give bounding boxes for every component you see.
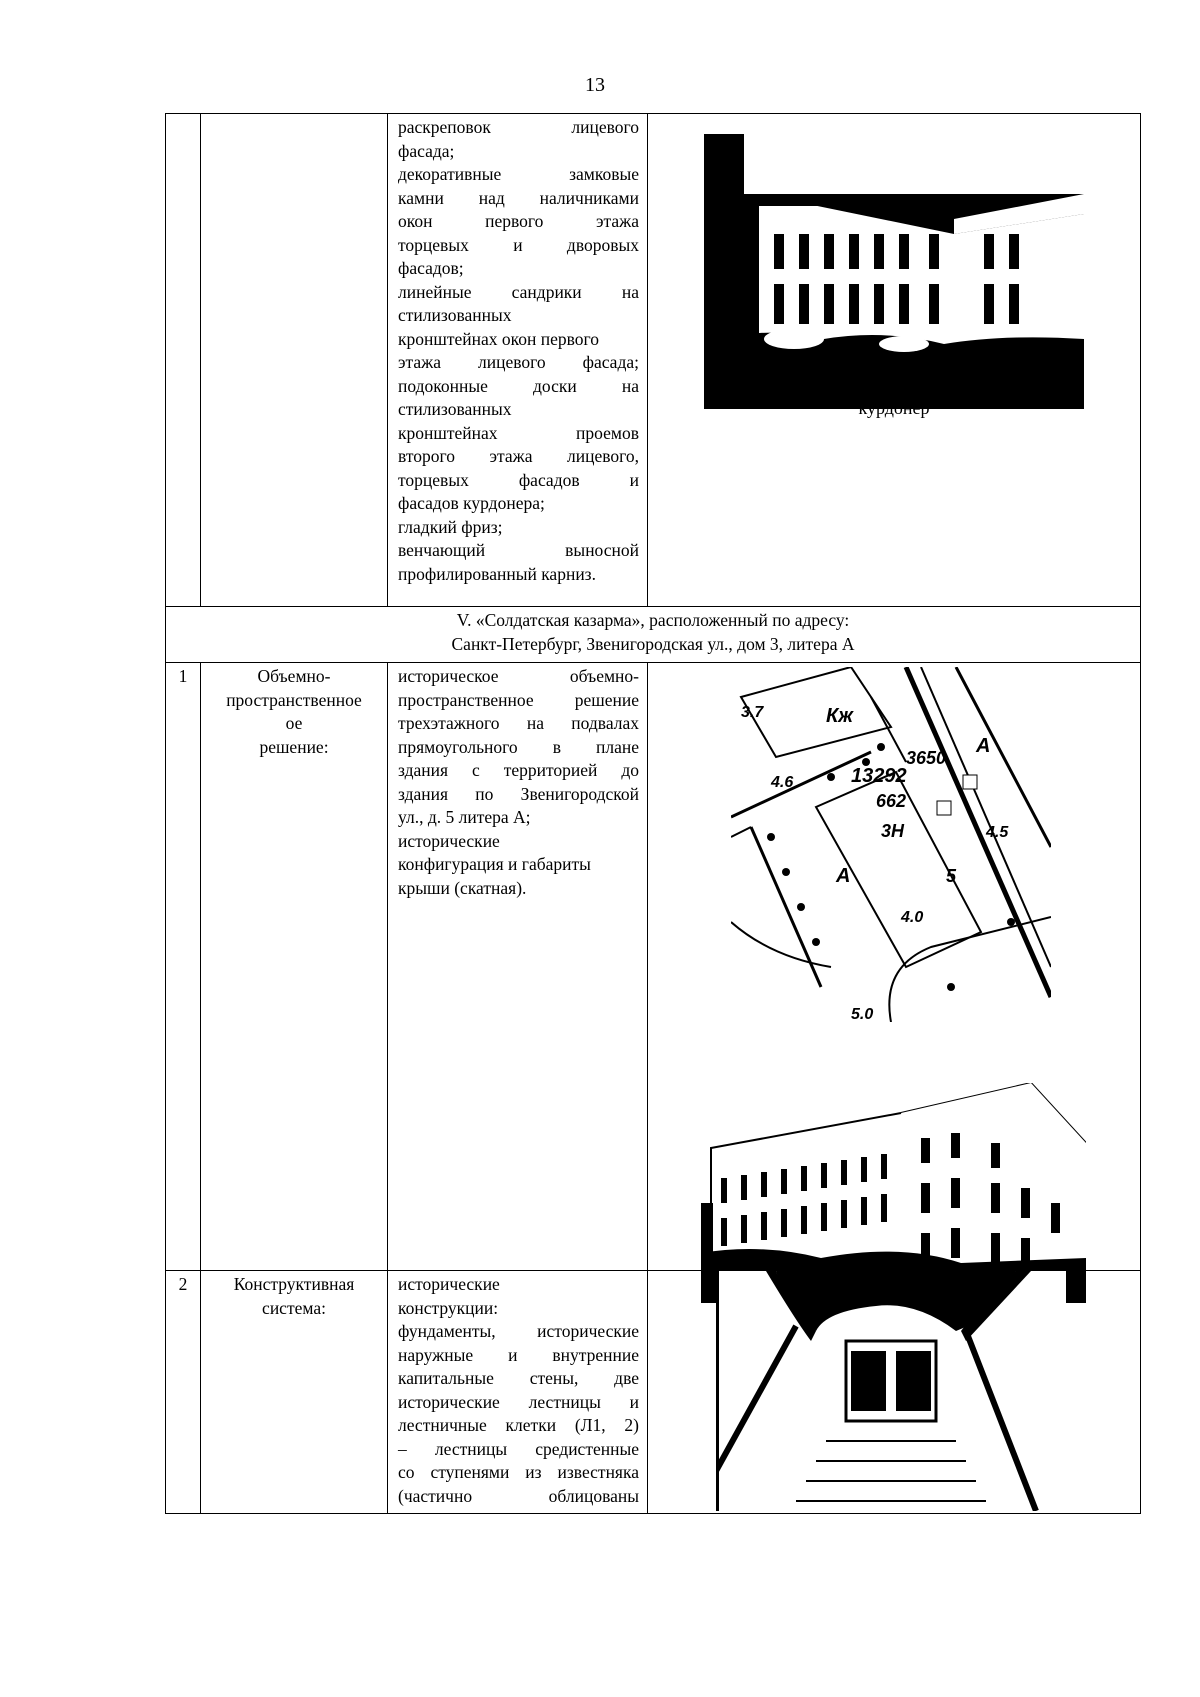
desc-line: подоконные доски на (398, 375, 639, 396)
element-line: ое (285, 713, 303, 733)
desc-line: профилированный карниз. (398, 563, 596, 584)
desc-line: стилизованных (398, 399, 512, 419)
desc-line: капитальные стены, две (398, 1368, 639, 1388)
cell-images (648, 663, 1141, 1271)
desc-line: камни над наличниками (398, 187, 639, 208)
monument-table (165, 113, 1141, 1514)
desc-line: фасадов курдонера; (398, 493, 545, 513)
desc-line: пространственное решение (398, 689, 639, 710)
cell-number (166, 114, 201, 607)
desc-line: конструкции: (398, 1297, 499, 1318)
desc-line: конфигурация и габариты (398, 854, 591, 874)
element-line: решение: (259, 736, 329, 757)
table-row-continued (166, 114, 1141, 607)
desc-line: фасадов; (398, 258, 464, 278)
element-line: Конструктивная (233, 1274, 355, 1294)
element-line: Объемно- (257, 666, 331, 686)
page-number: 13 (585, 74, 605, 96)
map-label: 3.7 (741, 704, 764, 721)
cell-element (201, 114, 388, 607)
section-header-row (166, 607, 1141, 663)
map-label: А (976, 735, 991, 757)
cell-element (201, 1271, 388, 1514)
map-label: 5.0 (851, 1006, 874, 1022)
desc-line: венчающий выносной (398, 540, 639, 560)
desc-line: крыши (скатная). (398, 877, 527, 898)
desc-line: исторические (398, 1274, 500, 1294)
map-label: А (836, 865, 851, 887)
desc-line: раскреповок лицевого (398, 117, 639, 137)
desc-line: трехэтажного на подвалах (398, 713, 639, 733)
courtyard-photo (704, 134, 1084, 409)
desc-line: стилизованных (398, 305, 512, 325)
cell-description (388, 1271, 648, 1514)
desc-line: этажа лицевого фасада; (398, 352, 639, 372)
section-line-1: V. «Солдатская казарма», расположенный по адресу: (456, 610, 850, 630)
table-row (166, 1271, 1141, 1514)
element-line: пространственное (226, 689, 362, 710)
cell-photo (648, 1271, 1141, 1514)
desc-line: торцевых и дворовых (398, 234, 639, 255)
table-row (166, 663, 1141, 1271)
desc-line: кронштейнах проемов (398, 422, 639, 443)
section-line-2: Санкт-Петербург, Звенигородская ул., дом 3, литера А (451, 633, 855, 654)
desc-line: историческое объемно- (398, 666, 639, 686)
desc-line: (частично облицованы (398, 1485, 639, 1506)
element-line: система: (262, 1297, 326, 1318)
desc-line: ул., д. 5 литера А; (398, 807, 531, 827)
map-label: 13292 (851, 765, 907, 787)
section-title (166, 607, 1141, 663)
row-number: 2 (166, 1271, 201, 1514)
cell-photo (648, 114, 1141, 607)
map-label: 4.0 (901, 909, 924, 926)
cell-element (201, 663, 388, 1271)
row-number: 1 (166, 663, 201, 1271)
desc-line: фасада; (398, 140, 455, 161)
desc-line: второго этажа лицевого, (398, 446, 639, 466)
staircase-photo (716, 1271, 1066, 1511)
desc-line: лестничные клетки (Л1, 2) (398, 1415, 639, 1435)
map-label: 662 (876, 791, 907, 811)
desc-line: со ступенями из известняка (398, 1462, 639, 1482)
desc-line: фундаменты, исторические (398, 1321, 639, 1341)
map-label: 3650 (906, 748, 947, 768)
cell-description (388, 663, 648, 1271)
desc-line: наружные и внутренние (398, 1344, 639, 1365)
map-label: 4.5 (986, 824, 1009, 841)
cell-description (388, 114, 648, 607)
desc-line: гладкий фриз; (398, 516, 503, 537)
desc-line: исторические (398, 830, 500, 851)
map-label: 5 (946, 866, 957, 886)
desc-line: декоративные замковые (398, 164, 639, 184)
desc-line: здания с территорией до (398, 760, 639, 780)
photo-caption: курдонер (858, 398, 930, 418)
map-label: 3Н (881, 821, 905, 841)
desc-line: линейные сандрики на (398, 281, 639, 302)
map-label: Кж (826, 705, 854, 727)
desc-line: окон первого этажа (398, 211, 639, 231)
desc-line: – лестницы средистенные (398, 1438, 639, 1459)
desc-line: прямоугольного в плане (398, 736, 639, 757)
desc-line: исторические лестницы и (398, 1391, 639, 1412)
map-label: 4.6 (771, 774, 794, 791)
desc-line: здания по Звенигородской (398, 783, 639, 804)
site-plan-map (731, 667, 1051, 1022)
desc-line: кронштейнах окон первого (398, 328, 600, 349)
desc-line: торцевых фасадов и (398, 469, 639, 490)
